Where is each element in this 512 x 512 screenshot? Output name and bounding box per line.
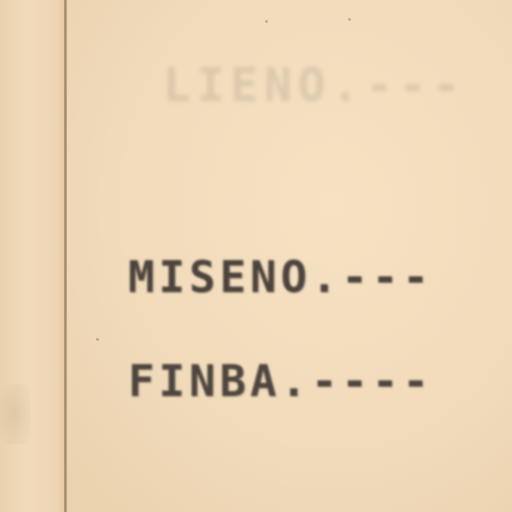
adjacent-page xyxy=(0,0,66,512)
paper-speck xyxy=(96,338,99,341)
adjacent-page-smudge xyxy=(0,384,30,444)
paper-speck xyxy=(265,20,268,23)
typed-line-1: MISENO.--- xyxy=(128,252,433,303)
paper-speck xyxy=(348,18,351,21)
bleed-through-text: LIENO.--- xyxy=(163,58,467,112)
typed-line-2: FINBA.---- xyxy=(128,356,433,407)
